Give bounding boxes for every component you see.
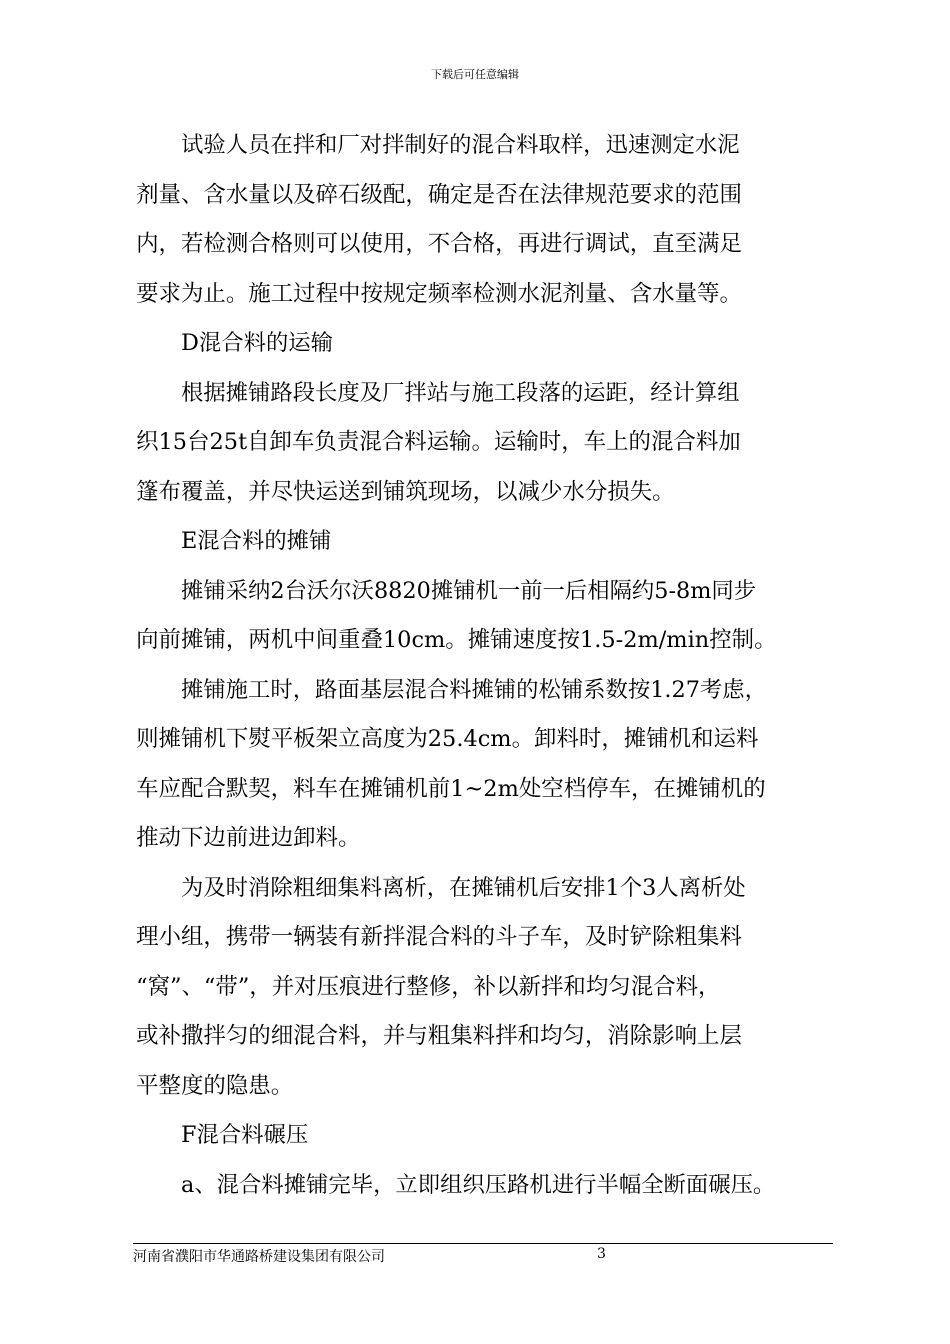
heading-text: F混合料碾压: [181, 1122, 309, 1148]
paragraph-compaction-a: [133, 1161, 833, 1211]
text-line: “窝”、“带”，并对压痕进行整修，补以新拌和均匀混合料，: [136, 973, 721, 1000]
text-line: 根据摊铺路段长度及厂拌站与施工段落的运距，经计算组: [181, 379, 740, 406]
footer-divider: [133, 1243, 833, 1244]
page-header: 下载后可任意编辑: [431, 68, 519, 81]
text-line: 或补撒拌匀的细混合料，并与粗集料拌和均匀，消除影响上层: [136, 1023, 742, 1049]
footer-company: 河南省濮阳市华通路桥建设集团有限公司: [133, 1249, 385, 1265]
text-line: 则摊铺机下熨平板架立高度为25.4cm。卸料时，摊铺机和运料: [136, 726, 759, 752]
text-line: 车应配合默契，料车在摊铺机前1~2m处空档停车，在摊铺机的: [136, 775, 766, 802]
text-line: 向前摊铺，两机中间重叠10cm。摊铺速度按1.5-2m/min控制。: [136, 627, 777, 653]
text-line: 为及时消除粗细集料离析，在摊铺机后安排1个3人离析处: [181, 874, 746, 901]
text-line: 理小组，携带一辆装有新拌混合料的斗子车，及时铲除粗集料: [136, 924, 742, 950]
text-line: 织15台25t自卸车负责混合料运输。运输时，车上的混合料加: [136, 429, 741, 455]
page-number: 3: [597, 1246, 606, 1262]
heading-text: E混合料的摊铺: [181, 528, 332, 554]
text-line: 摊铺施工时，路面基层混合料摊铺的松铺系数按1.27考虑，: [181, 676, 767, 703]
document-body: [133, 121, 833, 1210]
text-line: 篷布覆盖，并尽快运送到铺筑现场，以减少水分损失。: [136, 478, 675, 505]
text-line: 剂量、含水量以及碎石级配，确定是否在法律规范要求的范围: [136, 181, 742, 208]
text-line: 平整度的隐患。: [136, 1072, 294, 1099]
text-line: a、混合料摊铺完毕，立即组织压路机进行半幅全断面碾压。: [181, 1171, 776, 1198]
text-line: 摊铺采纳2台沃尔沃8820摊铺机一前一后相隔约5-8m同步: [181, 577, 757, 604]
paragraph-transport: [133, 369, 833, 518]
section-heading-paving: [133, 517, 833, 567]
text-line: 内，若检测合格则可以使用，不合格，再进行调试，直至满足: [136, 231, 742, 257]
text-line: 要求为止。施工过程中按规定频率检测水泥剂量、含水量等。: [136, 280, 742, 307]
paragraph-sampling: [133, 121, 833, 319]
section-heading-transport: [133, 319, 833, 369]
paragraph-paving-construction: [133, 666, 833, 864]
paragraph-paving-equipment: [133, 567, 833, 666]
section-heading-compaction: [133, 1111, 833, 1161]
text-line: 推动下边前进边卸料。: [136, 825, 361, 851]
text-line: 试验人员在拌和厂对拌制好的混合料取样，迅速测定水泥: [181, 132, 740, 158]
paragraph-segregation: [133, 864, 833, 1112]
heading-text: D混合料的运输: [181, 330, 333, 356]
